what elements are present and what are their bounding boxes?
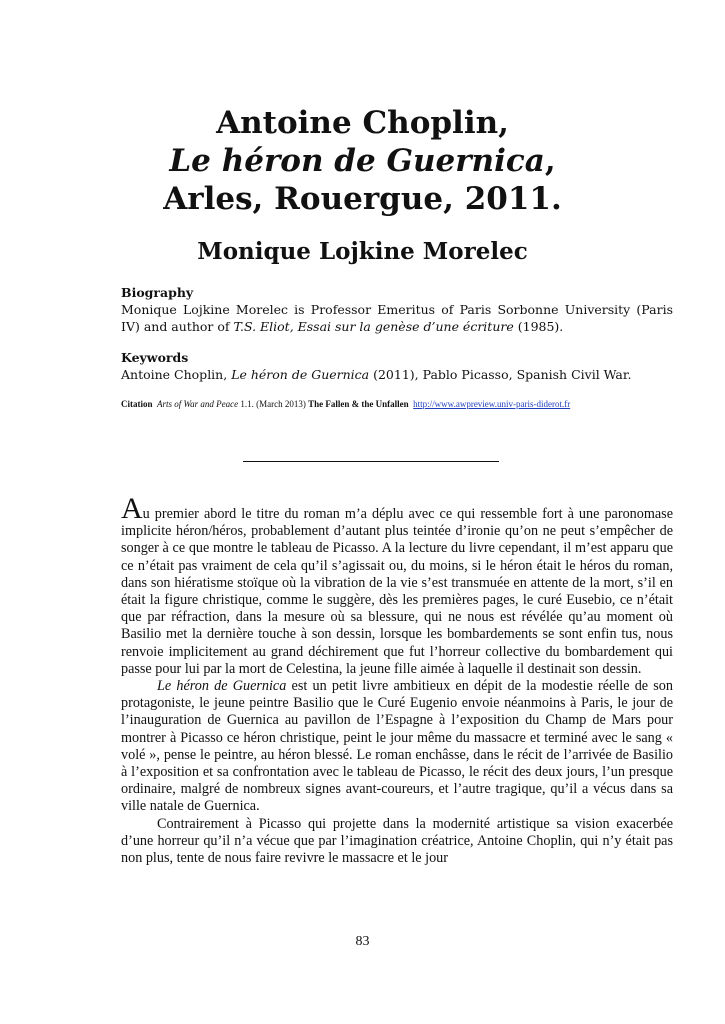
- title-line-2-punctuation: ,: [544, 143, 556, 179]
- page-number: 83: [355, 934, 370, 949]
- body-book-title: Le héron de Guernica: [157, 678, 287, 695]
- citation-section: The Fallen & the Unfallen: [308, 399, 409, 409]
- biography-text-end: (1985).: [513, 319, 564, 334]
- title-line-3: Arles, Rouergue, 2011.: [163, 181, 562, 217]
- citation-label: Citation: [121, 399, 153, 409]
- keywords-text-start: Antoine Choplin,: [121, 367, 232, 382]
- body-paragraph-1: [121, 492, 673, 678]
- body-paragraph-3: Contrairement à Picasso qui projette dans la modernité artistique sa vision exacerbée d’une horreur qu’il n’a vécue que par l’imagination créatrice, Antoine Choplin, qui n’y était pas non plus, tente de nous faire revivre le massacre et le jour: [121, 815, 673, 867]
- citation-line: [121, 398, 681, 410]
- title-line-1: Antoine Choplin,: [216, 105, 509, 141]
- section-divider: [243, 461, 499, 462]
- body-paragraph-2-text: est un petit livre ambitieux en dépit de la modestie réelle de son protagoniste, le jeune peintre Basilio que le Curé Eugenio envoie néanmoins à Paris, le jour de l’inauguration de Guernica au pavillon de l’Espagne à l’exposition du Champ de Mars pour montrer à Picasso ce héron christique, peint le jour même du massacre et terminé avec le sang « volé », pense le peintre, au héron blessé. Le roman enchâsse, dans le récit de l’arrivée de Basilio à l’exposition et sa confrontation avec le tableau de Picasso, le récit des deux jours, l’un presque ordinaire, malgré de nombreux signes avant-coureurs, et l’autre tragique, qu’il a vécus dans sa ville natale de Guernica.: [121, 678, 673, 815]
- keywords-text: [121, 366, 673, 383]
- biography-text: [121, 301, 673, 335]
- drop-cap: A: [121, 492, 143, 525]
- citation-issue: 1.1. (March 2013): [238, 399, 309, 409]
- citation-journal: Arts of War and Peace: [157, 399, 239, 409]
- keywords-text-end: (2011), Pablo Picasso, Spanish Civil War.: [369, 367, 632, 382]
- author-name: Monique Lojkine Morelec: [197, 238, 528, 265]
- body-paragraph-2: [121, 678, 673, 816]
- keywords-section: [121, 349, 673, 383]
- citation-link[interactable]: http://www.awpreview.univ-paris-diderot.fr: [413, 399, 571, 409]
- biography-heading: Biography: [121, 285, 194, 300]
- biography-text-start: Monique Lojkine Morelec is Professor Emeritus of Paris Sorbonne University (Paris IV) and author of: [121, 302, 673, 334]
- article-body: [121, 492, 673, 867]
- book-title: Le héron de Guernica: [169, 143, 545, 179]
- biography-section: [121, 284, 673, 335]
- biography-book-title: T.S. Eliot, Essai sur la genèse d’une écriture: [233, 319, 514, 334]
- body-paragraph-1-text: u premier abord le titre du roman m’a déplu avec ce qui ressemble fort à une paronomase implicite héron/héros, probablement d’autant plus teintée d’ironie qu’on ne peut s’empêcher de songer à ce que montre le tableau de Picasso. A la lecture du livre cependant, il m’est apparu que ce n’était pas vraiment de cela qu’il s’agissait ou, du moins, si le héron était le héros du roman, dans son hiératisme stoïque où la vibration de la vie s’est transmuée en attente de la mort, s’il en était la figure christique, comme le suggère, dès les premières pages, le curé Eusebio, ce n’était que par réfraction, dans la mesure où sa blessure, qui ne nous est révélée qu’au moment où Basilio met la dernière touche à son dessin, lorsque les bombardements se sont enfin tus, nous renvoie implicitement au grand déchirement que fut l’horreur collective du bombardement qui passe pour lui par la mort de Celestina, la jeune fille aimée à laquelle il destinait son dessin.: [121, 506, 673, 677]
- keywords-book-title: Le héron de Guernica: [231, 367, 370, 382]
- keywords-heading: Keywords: [121, 350, 189, 365]
- title-line-2: [60, 142, 665, 180]
- article-title: [60, 104, 665, 218]
